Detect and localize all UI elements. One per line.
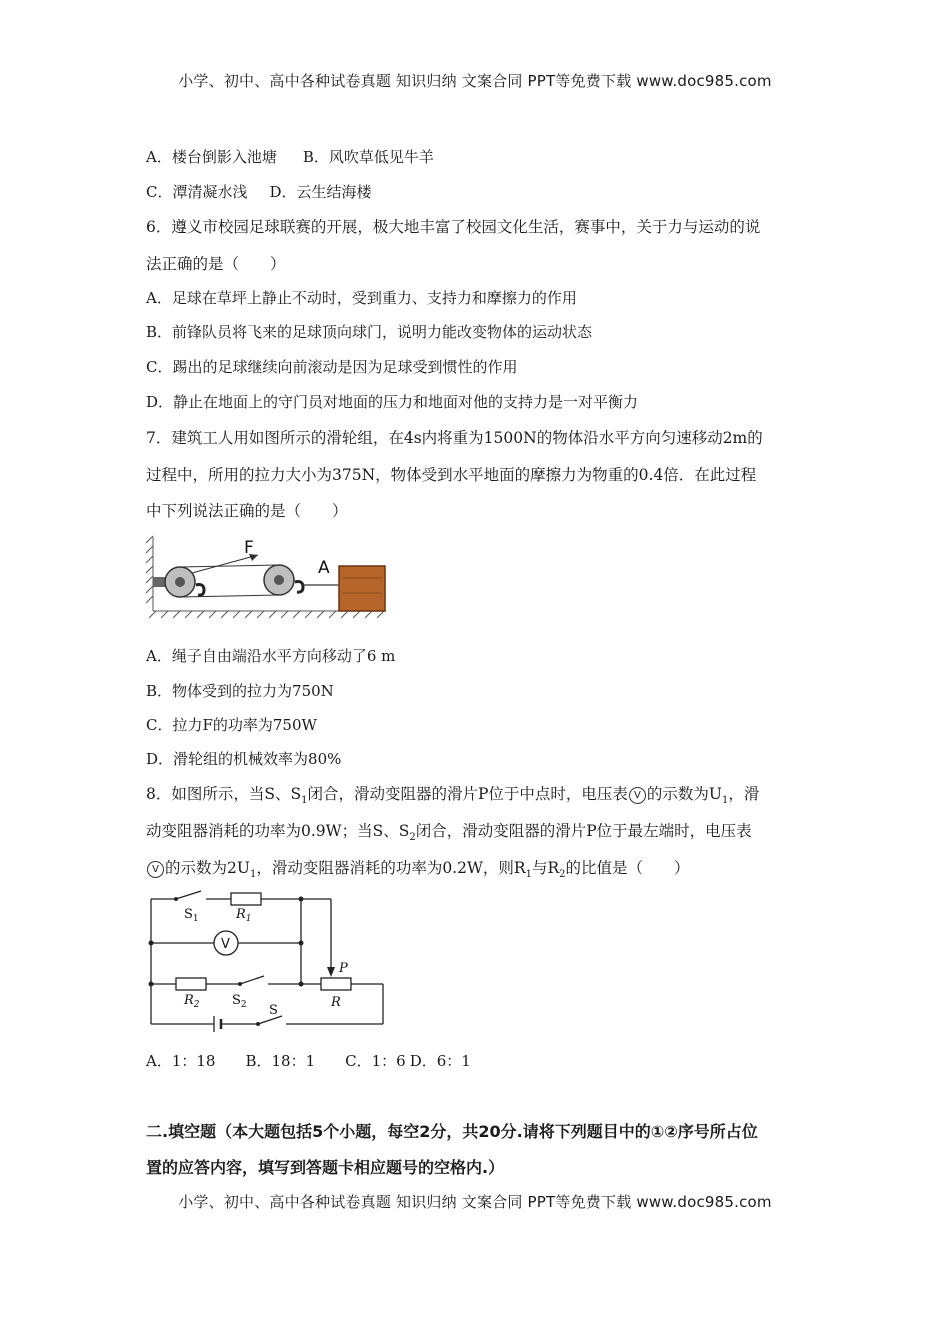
q8-option-c: C．1：6 xyxy=(345,1052,406,1070)
section-2-heading-line-1: 二.填空题（本大题包括5个小题，每空2分，共20分.请将下列题目中的①②序号所占位 xyxy=(146,1122,758,1141)
label-f: F xyxy=(244,538,254,558)
q7-option-d: D．滑轮组的机械效率为80% xyxy=(146,750,342,768)
footer-banner: 小学、初中、高中各种试卷真题 知识归纳 文案合同 PPT等免费下载 www.doc985.com xyxy=(178,1193,772,1211)
q7-stem-line-2: 过程中，所用的拉力大小为375N，物体受到水平地面的摩擦力为物重的0.4倍．在此过程 xyxy=(146,466,757,484)
q6-option-c: C．踢出的足球继续向前滚动是因为足球受到惯性的作用 xyxy=(146,358,518,376)
label-s: S xyxy=(269,1003,278,1018)
q8-stem-line-1: 8．如图所示，当S、$S_1$闭合，滑动变阻器的滑片P位于中点时，电压表 V 的示数为$U_1$，滑 xyxy=(146,785,760,807)
voltmeter-icon: V xyxy=(147,861,164,878)
q8-options-row xyxy=(146,1050,471,1071)
q7-option-b: B．物体受到的拉力为750N xyxy=(146,682,334,700)
block-a-icon xyxy=(339,566,385,611)
label-r1: $R_1$ xyxy=(236,907,252,924)
q6-option-d: D．静止在地面上的守门员对地面的压力和地面对他的支持力是一对平衡力 xyxy=(146,393,639,411)
q8-option-b: B．18：1 xyxy=(245,1052,316,1070)
q7-option-c: C．拉力F的功率为750W xyxy=(146,716,317,734)
q6-option-a: A．足球在草坪上静止不动时，受到重力、支持力和摩擦力的作用 xyxy=(146,289,577,307)
label-r: R xyxy=(331,995,341,1010)
label-a: A xyxy=(318,558,330,578)
label-s1: $S_1$ xyxy=(184,907,199,924)
section-2-heading-line-2: 置的应答内容，填写到答题卡相应题号的空格内.） xyxy=(146,1158,505,1177)
label-r2: $R_2$ xyxy=(184,993,200,1010)
q7-stem-line-3: 中下列说法正确的是（ ） xyxy=(146,502,348,520)
q7-stem-line-1: 7．建筑工人用如图所示的滑轮组，在4s内将重为1500N的物体沿水平方向匀速移动2m的 xyxy=(146,429,763,447)
q6-stem-line-2: 法正确的是（ ） xyxy=(146,255,286,273)
header-banner: 小学、初中、高中各种试卷真题 知识归纳 文案合同 PPT等免费下载 www.doc985.com xyxy=(178,72,772,90)
voltmeter-icon: V xyxy=(629,787,646,804)
q8-option-d: D．6：1 xyxy=(409,1052,471,1070)
q5-options-row-1 xyxy=(146,146,434,167)
circuit-diagram xyxy=(146,885,388,1037)
q5-option-b: B．风吹草低见牛羊 xyxy=(302,148,434,166)
q8-stem-line-3: V 的示数为$2U_1$，滑动变阻器消耗的功率为0.2W，则$R_1$与$R_2$的比值是（ ） xyxy=(146,856,690,880)
q5-option-d: D．云生结海楼 xyxy=(269,183,372,201)
q8-option-a: A．1：18 xyxy=(146,1052,216,1070)
q5-option-c: C．潭清凝水浅 xyxy=(146,183,248,201)
label-s2: $S_2$ xyxy=(232,993,247,1010)
pulley-figure xyxy=(146,533,391,618)
q5-option-a: A．楼台倒影入池塘 xyxy=(146,148,277,166)
q8-stem-line-2: 动变阻器消耗的功率为0.9W；当S、$S_2$闭合，滑动变阻器的滑片P位于最左端时，电压表 xyxy=(146,822,752,844)
q7-option-a: A．绳子自由端沿水平方向移动了6 m xyxy=(146,647,396,665)
label-p: P xyxy=(339,961,348,976)
q6-option-b: B．前锋队员将飞来的足球顶向球门，说明力能改变物体的运动状态 xyxy=(146,323,593,341)
q6-stem-line-1: 6．遵义市校园足球联赛的开展，极大地丰富了校园文化生活，赛事中，关于力与运动的说 xyxy=(146,218,761,236)
q5-options-row-2 xyxy=(146,181,372,202)
voltmeter-label: V xyxy=(221,937,230,952)
